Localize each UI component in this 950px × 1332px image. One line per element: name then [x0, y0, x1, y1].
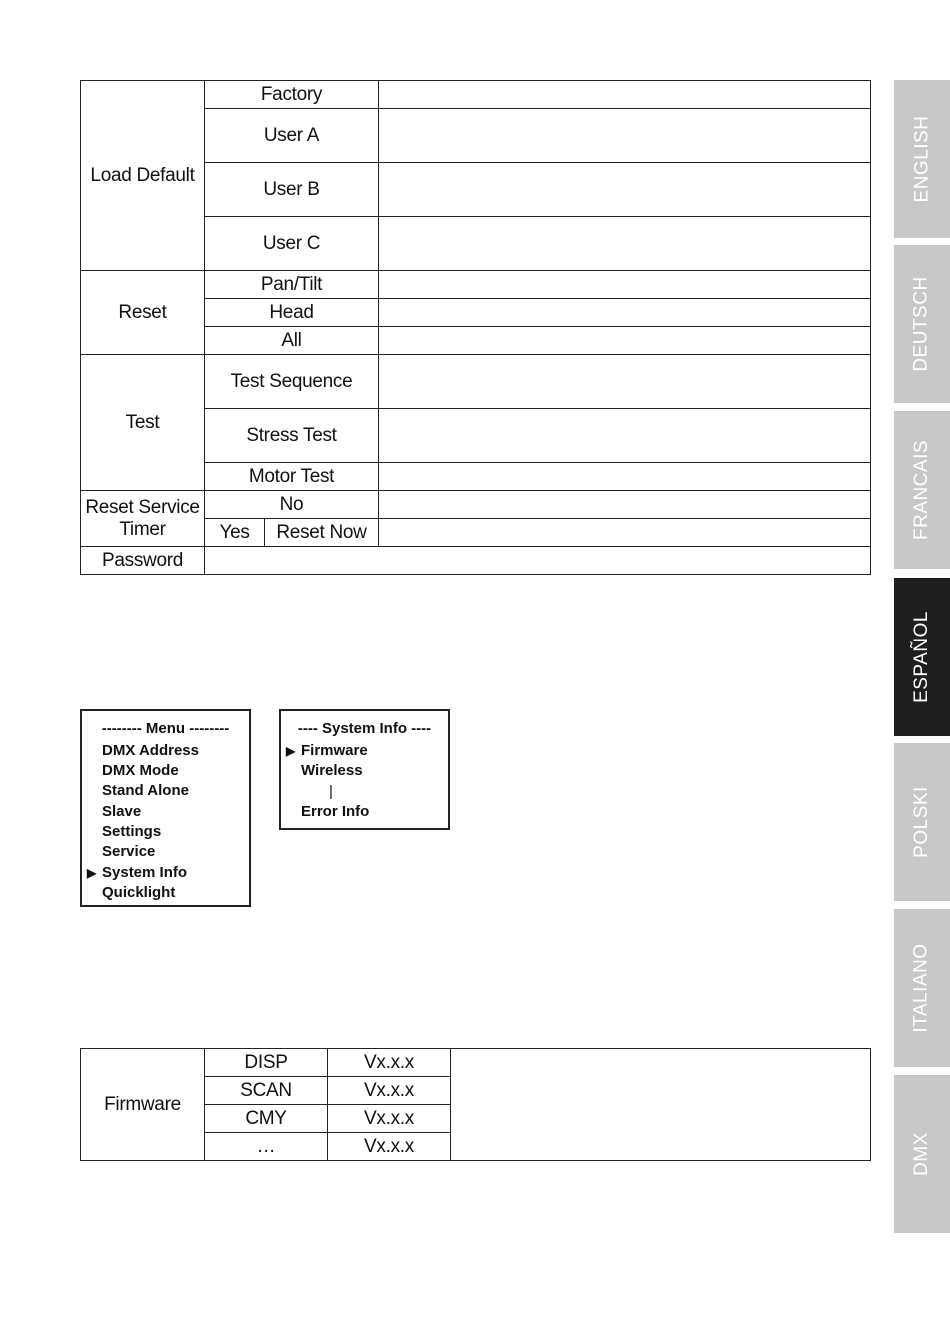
firmware-row-name: SCAN: [205, 1077, 328, 1105]
menu-item-quicklight: Quicklight: [102, 884, 176, 901]
language-tab-francais[interactable]: [894, 411, 950, 569]
language-tab-polski[interactable]: [894, 743, 950, 901]
option-stress-test: Stress Test: [205, 409, 379, 463]
language-tab-espanol[interactable]: [894, 578, 950, 736]
firmware-row-version: Vx.x.x: [328, 1133, 451, 1161]
password-value-cell: [205, 547, 871, 575]
password-label: Password: [81, 547, 205, 575]
service-menu-table: [80, 80, 871, 575]
description-cell: [379, 81, 871, 109]
system-info-item-error-info: Error Info: [301, 803, 370, 820]
system-info-display: [279, 709, 450, 830]
description-cell: [379, 327, 871, 355]
option-head: Head: [205, 299, 379, 327]
firmware-description-cell: [451, 1049, 871, 1161]
option-yes: Yes: [205, 519, 265, 547]
firmware-row-version: Vx.x.x: [328, 1105, 451, 1133]
system-info-item-firmware: Firmware: [301, 742, 368, 759]
language-tab-deutsch[interactable]: [894, 245, 950, 403]
menu-item-service: Service: [102, 843, 156, 860]
menu-item-system-info: System Info: [102, 864, 188, 881]
selection-arrow-icon: ▶: [286, 744, 296, 758]
description-cell: [379, 463, 871, 491]
reset-service-timer-label-line2: Timer: [119, 518, 166, 540]
menu-item-dmx-address: DMX Address: [102, 742, 199, 759]
language-tab-label: FRANCAIS: [911, 439, 933, 541]
language-tab-label: DEUTSCH: [911, 276, 932, 372]
firmware-table: [80, 1048, 871, 1161]
firmware-label: Firmware: [81, 1049, 205, 1161]
language-tab-label: ESPAÑOL: [911, 611, 933, 703]
description-cell: [379, 355, 871, 409]
option-motor-test: Motor Test: [205, 463, 379, 491]
description-cell: [379, 299, 871, 327]
test-label: Test: [81, 355, 205, 491]
firmware-row-name: …: [205, 1133, 328, 1161]
option-reset-now: Reset Now: [265, 519, 379, 547]
description-cell: [379, 519, 871, 547]
language-tab-italiano[interactable]: [894, 909, 950, 1067]
menu-item-settings: Settings: [102, 823, 162, 840]
description-cell: [379, 409, 871, 463]
option-pan-tilt: Pan/Tilt: [205, 271, 379, 299]
menu-item-slave: Slave: [102, 803, 142, 820]
description-cell: [379, 217, 871, 271]
load-default-label: Load Default: [81, 81, 205, 271]
language-tab-dmx[interactable]: [894, 1075, 950, 1233]
firmware-row-version: Vx.x.x: [328, 1049, 451, 1077]
menu-display: [80, 709, 251, 907]
firmware-row-name: DISP: [205, 1049, 328, 1077]
option-factory: Factory: [205, 81, 379, 109]
description-cell: [379, 109, 871, 163]
firmware-row-version: Vx.x.x: [328, 1077, 451, 1105]
selection-arrow-icon: ▶: [87, 866, 97, 880]
option-user-b: User B: [205, 163, 379, 217]
language-tab-label: DMX: [910, 1132, 932, 1176]
system-info-separator: |: [329, 783, 333, 800]
menu-item-stand-alone: Stand Alone: [102, 782, 189, 799]
description-cell: [379, 163, 871, 217]
language-tab-label: ITALIANO: [911, 943, 933, 1033]
menu-display-header: -------- Menu --------: [101, 720, 230, 737]
reset-service-timer-label-line1: Reset Service: [85, 496, 200, 518]
description-cell: [379, 271, 871, 299]
language-tab-english[interactable]: [894, 80, 950, 238]
language-tab-label: POLSKI: [911, 786, 932, 858]
reset-service-timer-label: [81, 491, 205, 547]
option-no: No: [205, 491, 379, 519]
option-test-sequence: Test Sequence: [205, 355, 379, 409]
system-info-header: ---- System Info ----: [297, 720, 432, 737]
option-user-c: User C: [205, 217, 379, 271]
menu-item-dmx-mode: DMX Mode: [102, 762, 179, 779]
option-user-a: User A: [205, 109, 379, 163]
firmware-row-name: CMY: [205, 1105, 328, 1133]
language-tab-label: ENGLISH: [911, 115, 933, 203]
option-all: All: [205, 327, 379, 355]
reset-label: Reset: [81, 271, 205, 355]
system-info-item-wireless: Wireless: [301, 762, 363, 779]
description-cell: [379, 491, 871, 519]
